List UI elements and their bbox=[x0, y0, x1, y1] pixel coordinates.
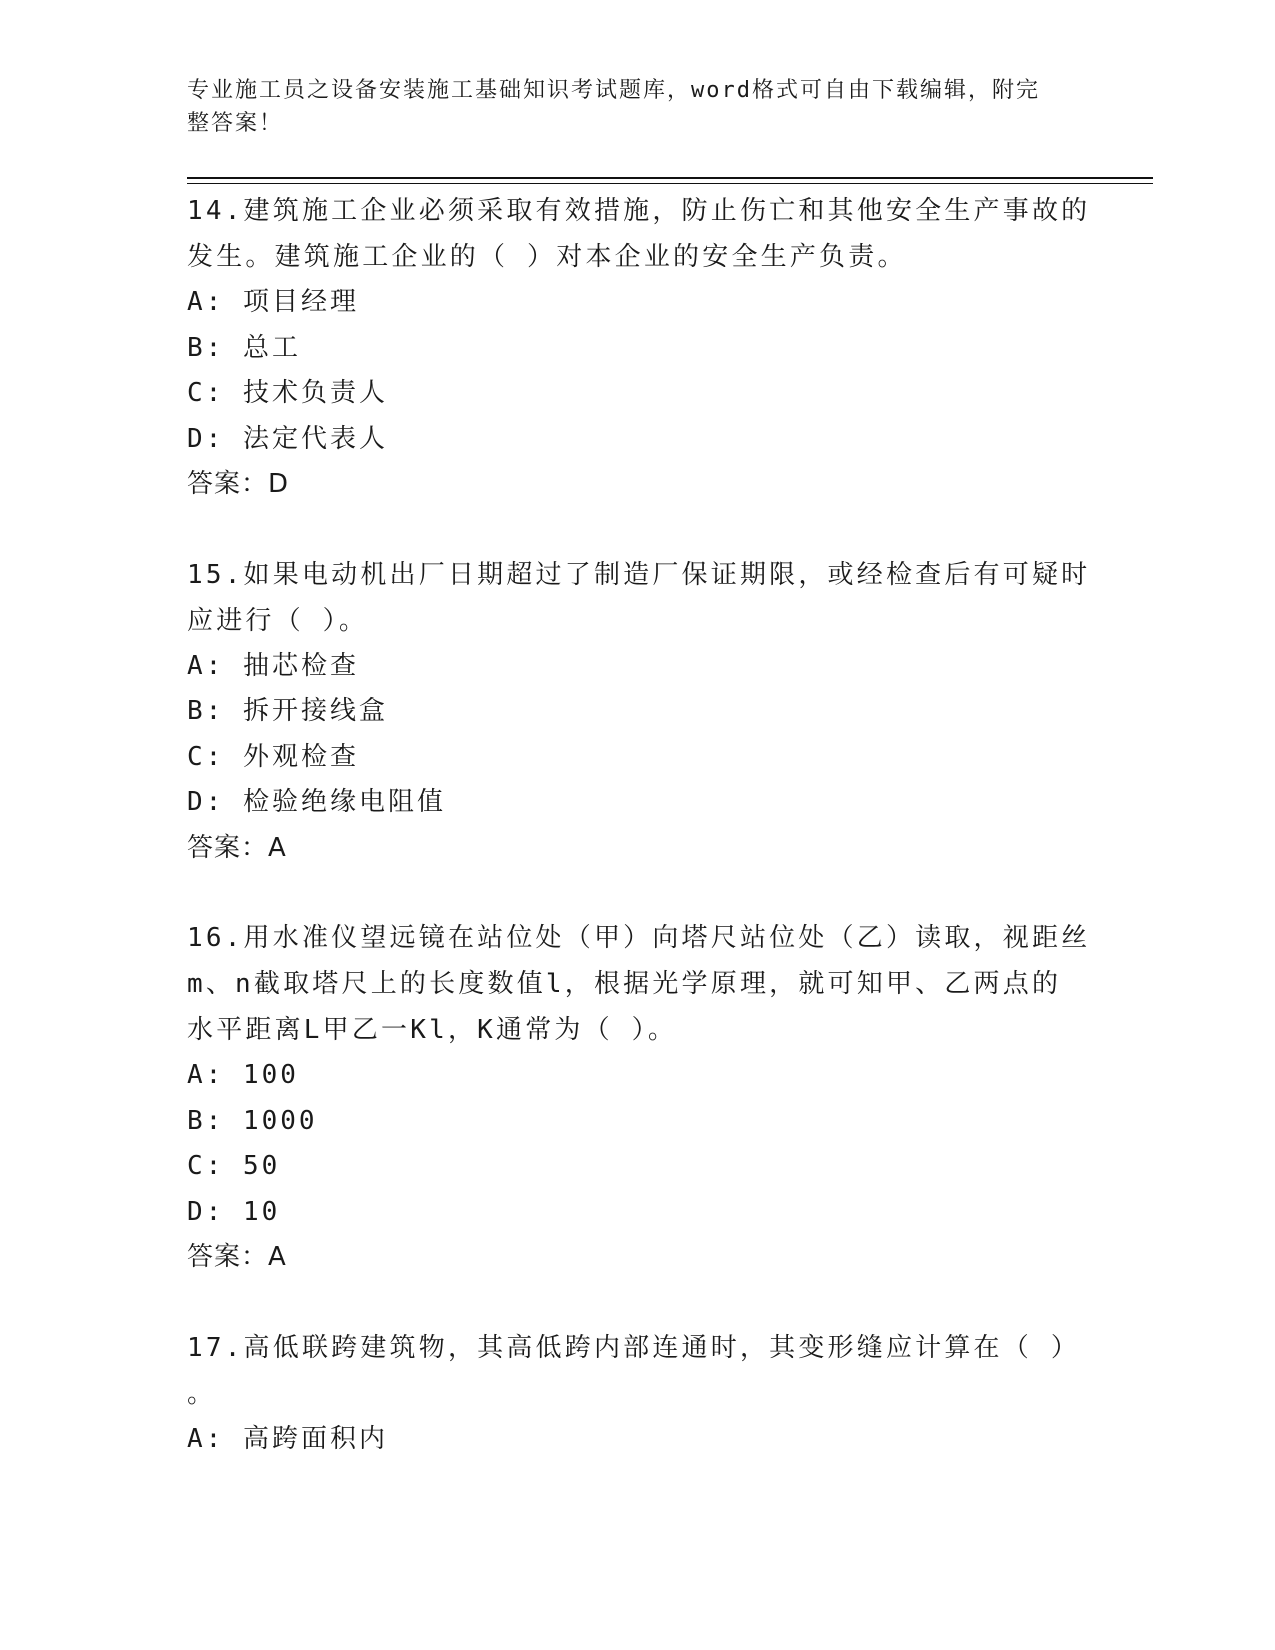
option-a: A: 100 bbox=[187, 1060, 299, 1090]
question-text-line: 应进行（ ）。 bbox=[187, 605, 369, 636]
question-14 bbox=[187, 188, 1091, 508]
option-a: A: 项目经理 bbox=[187, 287, 359, 317]
question-15 bbox=[187, 552, 1091, 872]
question-text-line: 14.建筑施工企业必须采取有效措施，防止伤亡和其他安全生产事故的 bbox=[187, 196, 1091, 226]
question-text-line: m、n截取塔尺上的长度数值l，根据光学原理，就可知甲、乙两点的 bbox=[187, 969, 1062, 999]
question-text-line: 。 bbox=[187, 1378, 217, 1409]
option-c: C: 50 bbox=[187, 1151, 281, 1181]
question-text-line: 17.高低联跨建筑物，其高低跨内部连通时，其变形缝应计算在（ ） bbox=[187, 1332, 1081, 1363]
answer-label: 答案：A bbox=[187, 832, 287, 863]
header-divider-thin bbox=[187, 183, 1153, 184]
question-text-line: 16.用水准仪望远镜在站位处（甲）向塔尺站位处（乙）读取，视距丝 bbox=[187, 923, 1091, 953]
option-d: D: 10 bbox=[187, 1196, 281, 1227]
question-text-line: 发生。建筑施工企业的（ ）对本企业的安全生产负责。 bbox=[187, 242, 907, 272]
option-a: A: 高跨面积内 bbox=[187, 1423, 388, 1454]
question-text-line: 水平距离L甲乙一Kl，K通常为（ ）。 bbox=[187, 1015, 678, 1045]
option-c: C: 技术负责人 bbox=[187, 378, 388, 408]
question-text-line: 15.如果电动机出厂日期超过了制造厂保证期限，或经检查后有可疑时 bbox=[187, 559, 1091, 590]
answer-label: 答案：A bbox=[187, 1242, 287, 1272]
option-b: B: 总工 bbox=[187, 332, 301, 363]
option-b: B: 拆开接线盒 bbox=[187, 696, 388, 726]
option-a: A: 抽芯检查 bbox=[187, 650, 359, 681]
question-list bbox=[187, 188, 1091, 1506]
header-line-2: 整答案！ bbox=[187, 111, 284, 136]
option-c: C: 外观检查 bbox=[187, 741, 359, 772]
header-divider-thick bbox=[187, 177, 1153, 179]
header-line-1: 专业施工员之设备安装施工基础知识考试题库，word格式可自由下载编辑，附完 bbox=[187, 78, 1040, 103]
answer-label: 答案：D bbox=[187, 469, 290, 499]
option-d: D: 法定代表人 bbox=[187, 423, 388, 454]
document-header bbox=[187, 74, 1087, 140]
question-17 bbox=[187, 1325, 1087, 1463]
option-b: B: 1000 bbox=[187, 1105, 318, 1136]
option-d: D: 检验绝缘电阻值 bbox=[187, 787, 446, 817]
question-16 bbox=[187, 915, 1091, 1281]
